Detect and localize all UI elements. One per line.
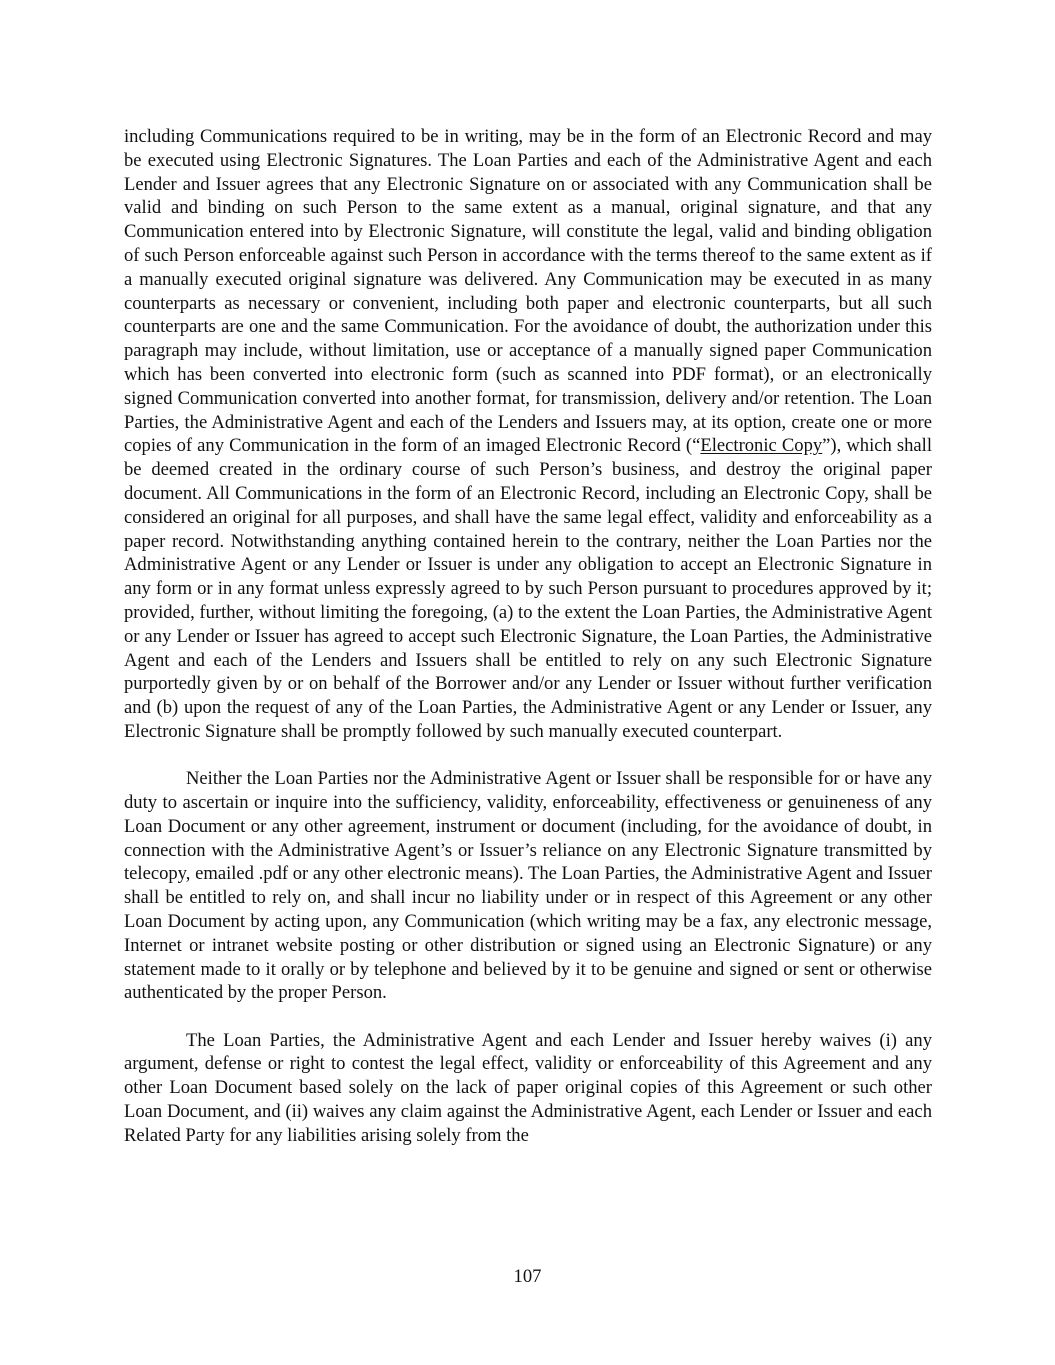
document-page	[124, 125, 932, 1148]
paragraph-text-post: ”), which shall be deemed created in the ordinary course of such Person’s business, and destroy the original paper document. All Communications in the form of an Electronic Record, including an Electronic Copy, shall be considered an original for all purposes, and shall have the same legal effect, validity and enforceability as a paper record. Notwithstanding anything contained herein to the contrary, neither the Loan Parties nor the Administrative Agent or any Lender or Issuer is under any obligation to accept an Electronic Signature in any form or in any format unless expressly agreed to by such Person pursuant to procedures approved by it; provided, further, without limiting the foregoing, (a) to the extent the Loan Parties, the Administrative Agent or any Lender or Issuer has agreed to accept such Electronic Signature, the Loan Parties, the Administrative Agent and each of the Lenders and Issuers shall be entitled to rely on any such Electronic Signature purportedly given by or on behalf of the Borrower and/or any Lender or Issuer without further verification and (b) upon the request of any of the Loan Parties, the Administrative Agent or any Lender or Issuer, any Electronic Signature shall be promptly followed by such manually executed counterpart.	[124, 435, 933, 742]
paragraph-responsibility: Neither the Loan Parties nor the Administrative Agent or Issuer shall be responsible for or have any duty to ascertain or inquire into the sufficiency, validity, enforceability, effectiveness or genuineness of any Loan Document or any other agreement, instrument or document (including, for the avoidance of doubt, in connection with the Administrative Agent’s or Issuer’s reliance on any Electronic Signature transmitted by telecopy, emailed .pdf or any other electronic means). The Loan Parties, the Administrative Agent and Issuer shall be entitled to rely on, and shall incur no liability under or in respect of this Agreement or any other Loan Document by acting upon, any Communication (which writing may be a fax, any electronic message, Internet or intranet website posting or other distribution or signed using an Electronic Signature) or any statement made to it orally or by telephone and believed by it to be genuine and signed or sent or otherwise authenticated by the proper Person.	[124, 768, 932, 1004]
paragraph-electronic-records	[124, 125, 932, 744]
page-number: 107	[513, 1266, 542, 1287]
defined-term-electronic-copy: Electronic Copy	[700, 435, 823, 457]
paragraph-waiver: The Loan Parties, the Administrative Agent and each Lender and Issuer hereby waives (i) any argument, defense or right to contest the legal effect, validity or enforceability of this Agreement and any other Loan Document based solely on the lack of paper original copies of this Agreement or such other Loan Document, and (ii) waives any claim against the Administrative Agent, each Lender or Issuer and each Related Party for any liabilities arising solely from the	[124, 1029, 932, 1146]
paragraph-text-pre: including Communications required to be in writing, may be in the form of an Electronic Record and may be executed using Electronic Signatures. The Loan Parties and each of the Administrative Agent and each Lender and Issuer agrees that any Electronic Signature on or associated with any Communication shall be valid and binding on such Person to the same extent as a manual, original signature, and that any Communication entered into by Electronic Signature, will constitute the legal, valid and binding obligation of such Person enforceable against such Person in accordance with the terms thereof to the same extent as if a manually executed original signature was delivered. Any Communication may be executed in as many counterparts as necessary or convenient, including both paper and electronic counterparts, but all such counterparts are one and the same Communication. For the avoidance of doubt, the authorization under this paragraph may include, without limitation, use or acceptance of a manually signed paper Communication which has been converted into electronic form (such as scanned into PDF format), or an electronically signed Communication converted into another format, for transmission, delivery and/or retention. The Loan Parties, the Administrative Agent and each of the Lenders and Issuers may, at its option, create one or more copies of any Communication in the form of an imaged Electronic Record (“	[124, 126, 932, 457]
